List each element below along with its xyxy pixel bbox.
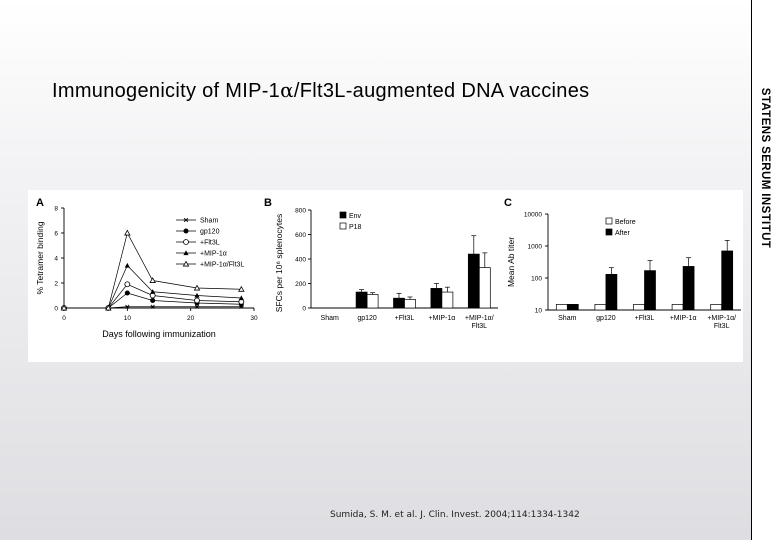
- figure-chart: [28, 190, 743, 362]
- brand-label: STATENS SERUM INSTITUT: [759, 87, 771, 249]
- panel-b-y-tick-label: 600: [295, 232, 306, 239]
- panel-c-bar: [672, 304, 683, 310]
- panel-a-data-point: [125, 291, 130, 296]
- panel-b-bar: [431, 288, 442, 308]
- panel-a-legend-marker: [184, 229, 189, 234]
- panel-c-y-tick-label: 10000: [523, 211, 542, 219]
- panel-c-legend-label: Before: [615, 219, 636, 226]
- panel-b-y-tick-label: 800: [295, 207, 306, 215]
- panel-a-label: A: [36, 197, 44, 209]
- panel-c-bar: [634, 304, 645, 310]
- panel-a-y-tick-label: 4: [54, 255, 58, 263]
- panel-c-x-tick-label: Sham: [558, 315, 577, 322]
- panel-a-data-point: [195, 298, 200, 303]
- panel-c-y-tick-label: 10: [534, 307, 542, 315]
- panel-a-x-tick-label: 10: [123, 315, 131, 322]
- brand-sidebar: [751, 0, 780, 540]
- panel-a-x-tick-label: 0: [62, 315, 66, 322]
- panel-c-label: C: [504, 197, 512, 209]
- panel-a-data-point: [125, 282, 130, 287]
- panel-c-x-tick-label: +MIP-1α: [669, 315, 697, 322]
- panel-b-legend-swatch: [340, 212, 346, 218]
- panel-c-bar: [722, 251, 733, 310]
- panel-c-y-tick-label: 100: [531, 275, 542, 283]
- panel-a-data-point: [150, 278, 155, 283]
- panel-b-bar: [442, 292, 453, 308]
- panel-c-legend-label: After: [615, 230, 630, 237]
- panel-a-x-label: Days following immunization: [102, 329, 216, 339]
- panel-b-bar: [367, 295, 378, 308]
- panel-c-x-tick-label: Flt3L: [713, 323, 730, 330]
- sidebar-divider: [751, 0, 752, 540]
- panel-b-x-tick-label: gp120: [357, 315, 377, 322]
- slide-title: [52, 78, 589, 103]
- panel-a-y-tick-label: 2: [54, 280, 58, 288]
- panel-a-x-tick-label: 20: [187, 315, 195, 322]
- title-text-end: /Flt3L-augmented DNA vaccines: [293, 80, 590, 102]
- panel-c-y-tick-label: 1000: [527, 243, 542, 251]
- panel-b-legend-label: P18: [349, 224, 362, 231]
- panel-a-legend-label: +MIP-1α: [200, 250, 227, 258]
- panel-a-legend-marker: [184, 240, 189, 245]
- panel-b-x-tick-label: +MIP-1α: [428, 315, 456, 322]
- panel-c-x-tick-label: +Flt3L: [634, 315, 655, 322]
- panel-a-legend-label: +Flt3L: [200, 239, 220, 247]
- panel-b-y-tick-label: 400: [295, 256, 306, 264]
- panel-b-bar: [356, 292, 367, 308]
- panel-c-legend-swatch: [606, 229, 612, 235]
- panel-b-x-tick-label: +Flt3L: [394, 315, 415, 322]
- panel-a-legend-label: gp120: [200, 228, 220, 236]
- title-text: Immunogenicity of MIP-1: [52, 80, 281, 102]
- panel-c-bar: [711, 304, 722, 310]
- panel-c-bar: [595, 304, 606, 310]
- panel-b-x-tick-label: Flt3L: [471, 323, 488, 330]
- panel-b-bar: [405, 299, 416, 308]
- panel-c-bar: [556, 304, 567, 310]
- panel-b-x-tick-label: +MIP-1α/: [464, 315, 494, 322]
- figure-panel: [28, 190, 743, 362]
- title-alpha: α: [280, 78, 294, 102]
- panel-a-y-tick-label: 8: [54, 205, 58, 213]
- panel-b-x-tick-label: Sham: [320, 315, 339, 322]
- panel-a-data-point: [125, 230, 130, 235]
- panel-a-y-label: % Tetramer binding: [35, 221, 45, 295]
- panel-b-label: B: [264, 197, 272, 209]
- panel-c-y-label: Mean Ab titer: [506, 236, 516, 288]
- panel-b-y-label: SFCs per 10⁶ splenocytes: [274, 213, 284, 313]
- panel-b-bar: [479, 268, 490, 308]
- panel-c-legend-swatch: [606, 218, 612, 224]
- panel-c-bar: [645, 271, 656, 310]
- citation: Sumida, S. M. et al. J. Clin. Invest. 2004;114:1334-1342: [330, 510, 580, 520]
- panel-b-legend-swatch: [340, 223, 346, 229]
- panel-b-y-tick-label: 200: [295, 281, 306, 288]
- panel-c-x-tick-label: gp120: [596, 315, 616, 322]
- panel-b-legend-label: Env: [349, 213, 362, 220]
- panel-a-x-tick-label: 30: [250, 315, 258, 322]
- panel-a-y-tick-label: 0: [54, 305, 58, 313]
- panel-a-legend-label: Sham: [200, 217, 219, 225]
- panel-c-x-tick-label: +MIP-1α/: [707, 315, 737, 322]
- panel-b-y-tick-label: 0: [302, 305, 306, 313]
- panel-b-bar: [468, 254, 479, 308]
- panel-b-bar: [394, 298, 405, 308]
- panel-a-data-point: [150, 298, 155, 303]
- panel-a-y-tick-label: 6: [54, 230, 58, 238]
- panel-c-bar: [567, 304, 578, 310]
- panel-c-bar: [683, 266, 694, 310]
- panel-a-legend-marker: [183, 218, 188, 222]
- panel-a-data-point: [125, 263, 130, 268]
- panel-a-legend-label: +MIP-1α/Flt3L: [200, 261, 245, 269]
- panel-c-bar: [606, 274, 617, 310]
